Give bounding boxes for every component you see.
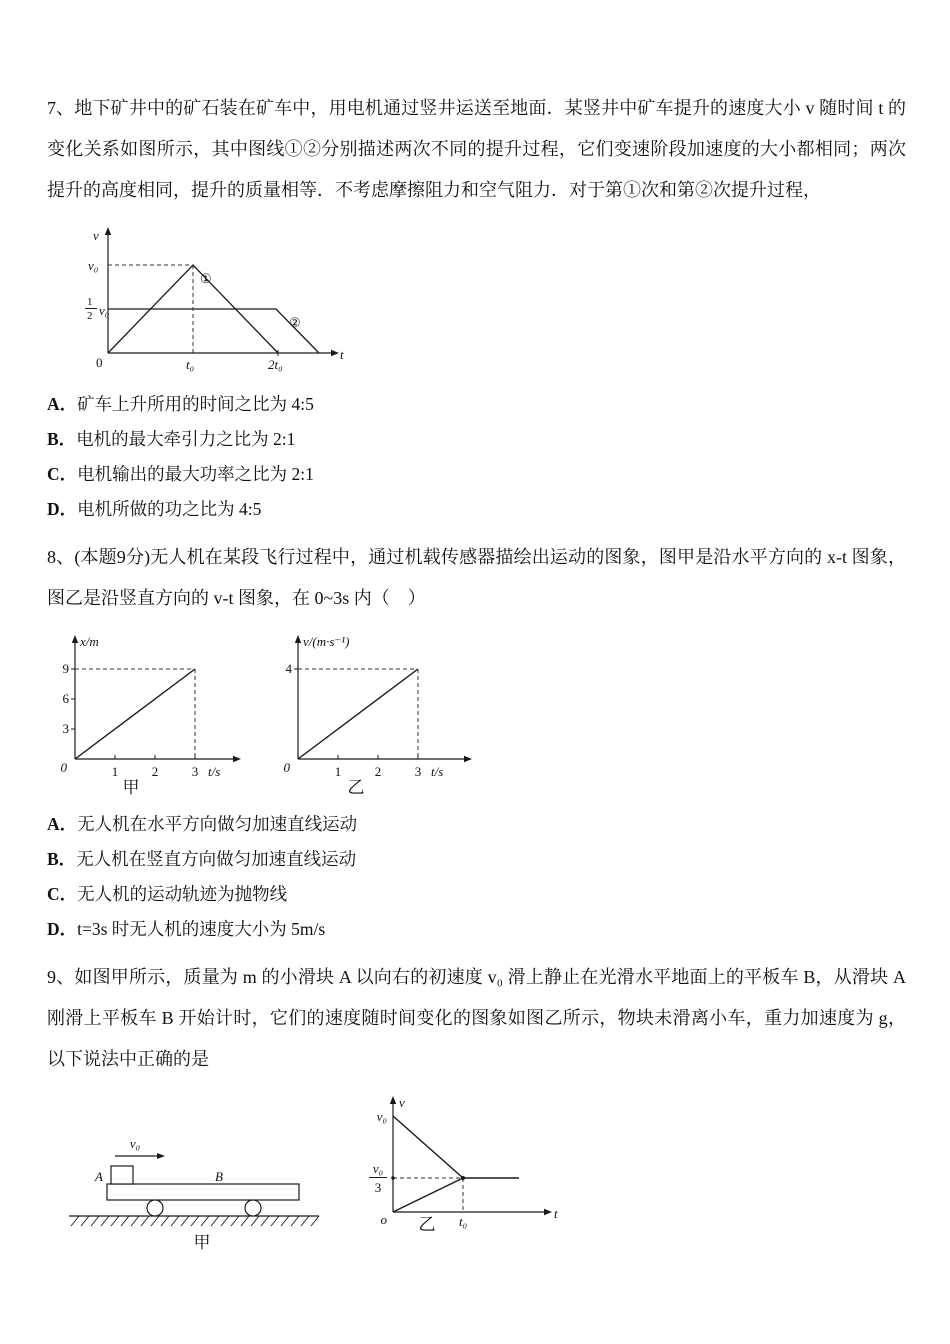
option-text: 电机所做的功之比为 4:5 [77,499,262,519]
question-7-option-c [47,457,906,492]
q8-yi-ytick-4: 4 [285,661,292,676]
q8-yi-xtick-2: 2 [374,764,382,779]
q9-cart-wheel-right [245,1200,261,1216]
q8-jia-caption: 甲 [122,778,140,797]
q7-origin-label: 0 [96,355,103,370]
q8-vt-graph [266,629,486,797]
q8-yi-origin-label: 0 [283,760,290,775]
option-letter: B． [47,849,77,869]
q8-xt-graph [47,629,252,797]
q8-yi-axis-arrowheads [295,635,472,762]
q9-vt-graph [351,1090,566,1252]
q8-jia-xtick-3: 3 [191,764,199,779]
q9-yi-axis-arrowheads [390,1096,552,1215]
q7-2t0-label: 2t₀ [268,357,283,372]
q9-yi-t0-label: t₀ [459,1214,468,1229]
q8-yi-x-axis-label: t/s [431,764,444,779]
question-9-stem: 9、如图甲所示，质量为 m 的小滑块 A 以向右的初速度 v₀ 滑上静止在光滑水平地面上的平板车 B，从滑块 A 刚滑上平板车 B 开始计时，它们的速度随时间变化的图象如图乙所示，物块未滑离小车，重力加速度为 g，以下说法中正确的是 [47,967,906,1069]
q9-yi-frac-numerator: v₀ [372,1161,384,1176]
option-text: 矿车上升所用的时间之比为 4:5 [77,394,314,414]
question-8-figures [47,629,906,797]
q8-jia-ytick-6: 6 [62,691,69,706]
q9-jia-caption: 甲 [193,1233,211,1252]
q9-yi-origin-label: o [380,1212,387,1227]
q8-jia-xtick-1: 1 [111,764,119,779]
option-text: 电机的最大牵引力之比为 2:1 [76,429,296,449]
q8-jia-data-line [75,669,195,759]
question-8-options [47,807,906,947]
option-letter: A． [47,394,78,414]
q7-half-denominator: 2 [87,310,93,322]
q7-v0-label: v₀ [88,258,99,273]
q9-yi-curves [393,1116,519,1212]
q9-yi-frac-denominator: 3 [374,1180,382,1195]
q9-yi-v0-label: v₀ [376,1109,387,1124]
q8-jia-origin-label: 0 [60,760,67,775]
q9-yi-axis-point [391,1176,395,1180]
q8-jia-ytick-9: 9 [62,661,69,676]
q9-yi-meeting-point [461,1176,465,1180]
option-text: 电机输出的最大功率之比为 2:1 [77,464,314,484]
option-letter: C． [47,464,78,484]
option-letter: A． [47,814,78,834]
option-text: t=3s 时无人机的速度大小为 5m/s [77,919,326,939]
option-letter: B． [47,429,77,449]
q7-y-axis-label: v [93,228,99,243]
question-8-option-c [47,877,906,912]
q9-yi-axes [393,1102,546,1212]
q8-jia-xtick-2: 2 [151,764,159,779]
q9-ground-hatching [71,1216,319,1226]
q8-jia-x-axis-label: t/s [208,764,221,779]
q9-cart-wheel-left [147,1200,163,1216]
q9-velocity-label: v₀ [129,1136,141,1151]
q7-half-v0-label: v₀ [99,303,110,318]
option-text: 无人机在水平方向做匀加速直线运动 [77,814,358,834]
question-8 [47,537,906,947]
q8-yi-data-line [298,669,418,759]
q8-jia-ytick-3: 3 [62,721,69,736]
option-text: 无人机的运动轨迹为抛物线 [77,884,288,904]
question-7-options [47,387,906,527]
option-letter: C． [47,884,78,904]
q7-curve1-marker: ① [200,271,212,286]
question-8-stem: 8、(本题9分)无人机在某段飞行过程中，通过机载传感器描绘出运动的图象，图甲是沿水平方向的 x-t 图象，图乙是沿竖直方向的 v-t 图象，在 0~3s 内（ ） [47,547,906,608]
q8-yi-y-axis-label: v/(m·s⁻¹) [303,634,350,649]
question-7-figure [83,223,906,375]
question-8-option-b [47,842,906,877]
option-text: 无人机在竖直方向做匀加速直线运动 [76,849,357,869]
q7-x-axis-label: t [340,347,344,362]
q9-block-label: A [95,1169,103,1184]
question-8-option-d [47,912,906,947]
question-7-option-d [47,492,906,527]
q7-half-numerator: 1 [87,296,93,308]
option-letter: D． [47,499,78,519]
q8-yi-caption: 乙 [347,778,365,797]
question-7 [47,88,906,527]
q9-yi-x-axis-label: t [554,1206,558,1221]
q8-yi-axes [298,641,466,759]
question-7-option-a [47,387,906,422]
q8-jia-y-axis-label: x/m [80,634,99,649]
q9-cart-body [107,1184,299,1200]
question-7-stem: 7、地下矿井中的矿石装在矿车中，用电机通过竖井运送至地面．某竖井中矿车提升的速度大小 v 随时间 t 的变化关系如图所示，其中图线①②分别描述两次不同的提升过程，它们变速阶段加速度的大小都相同；两次提升的高度相同，提升的质量相等．不考虑摩擦阻力和空气阻力．对于第①次和第②次提升过程， [47,98,906,200]
q7-velocity-time-graph [83,223,353,375]
q9-block-a [111,1166,133,1184]
q9-cart-label: B [215,1169,223,1184]
q7-curves [108,265,319,353]
q7-curve2-marker: ② [289,315,301,330]
q9-yi-y-axis-label: v [399,1095,405,1110]
question-9-figures [57,1090,906,1252]
option-letter: D． [47,919,78,939]
q8-yi-xtick-1: 1 [334,764,342,779]
q9-velocity-arrow [115,1153,165,1159]
q7-t0-label: t₀ [186,357,195,372]
question-7-option-b [47,422,906,457]
question-9 [47,957,906,1252]
question-8-option-a [47,807,906,842]
q9-block-cart-diagram [57,1118,337,1252]
q8-yi-xtick-3: 3 [414,764,422,779]
q9-yi-caption: 乙 [418,1215,436,1234]
